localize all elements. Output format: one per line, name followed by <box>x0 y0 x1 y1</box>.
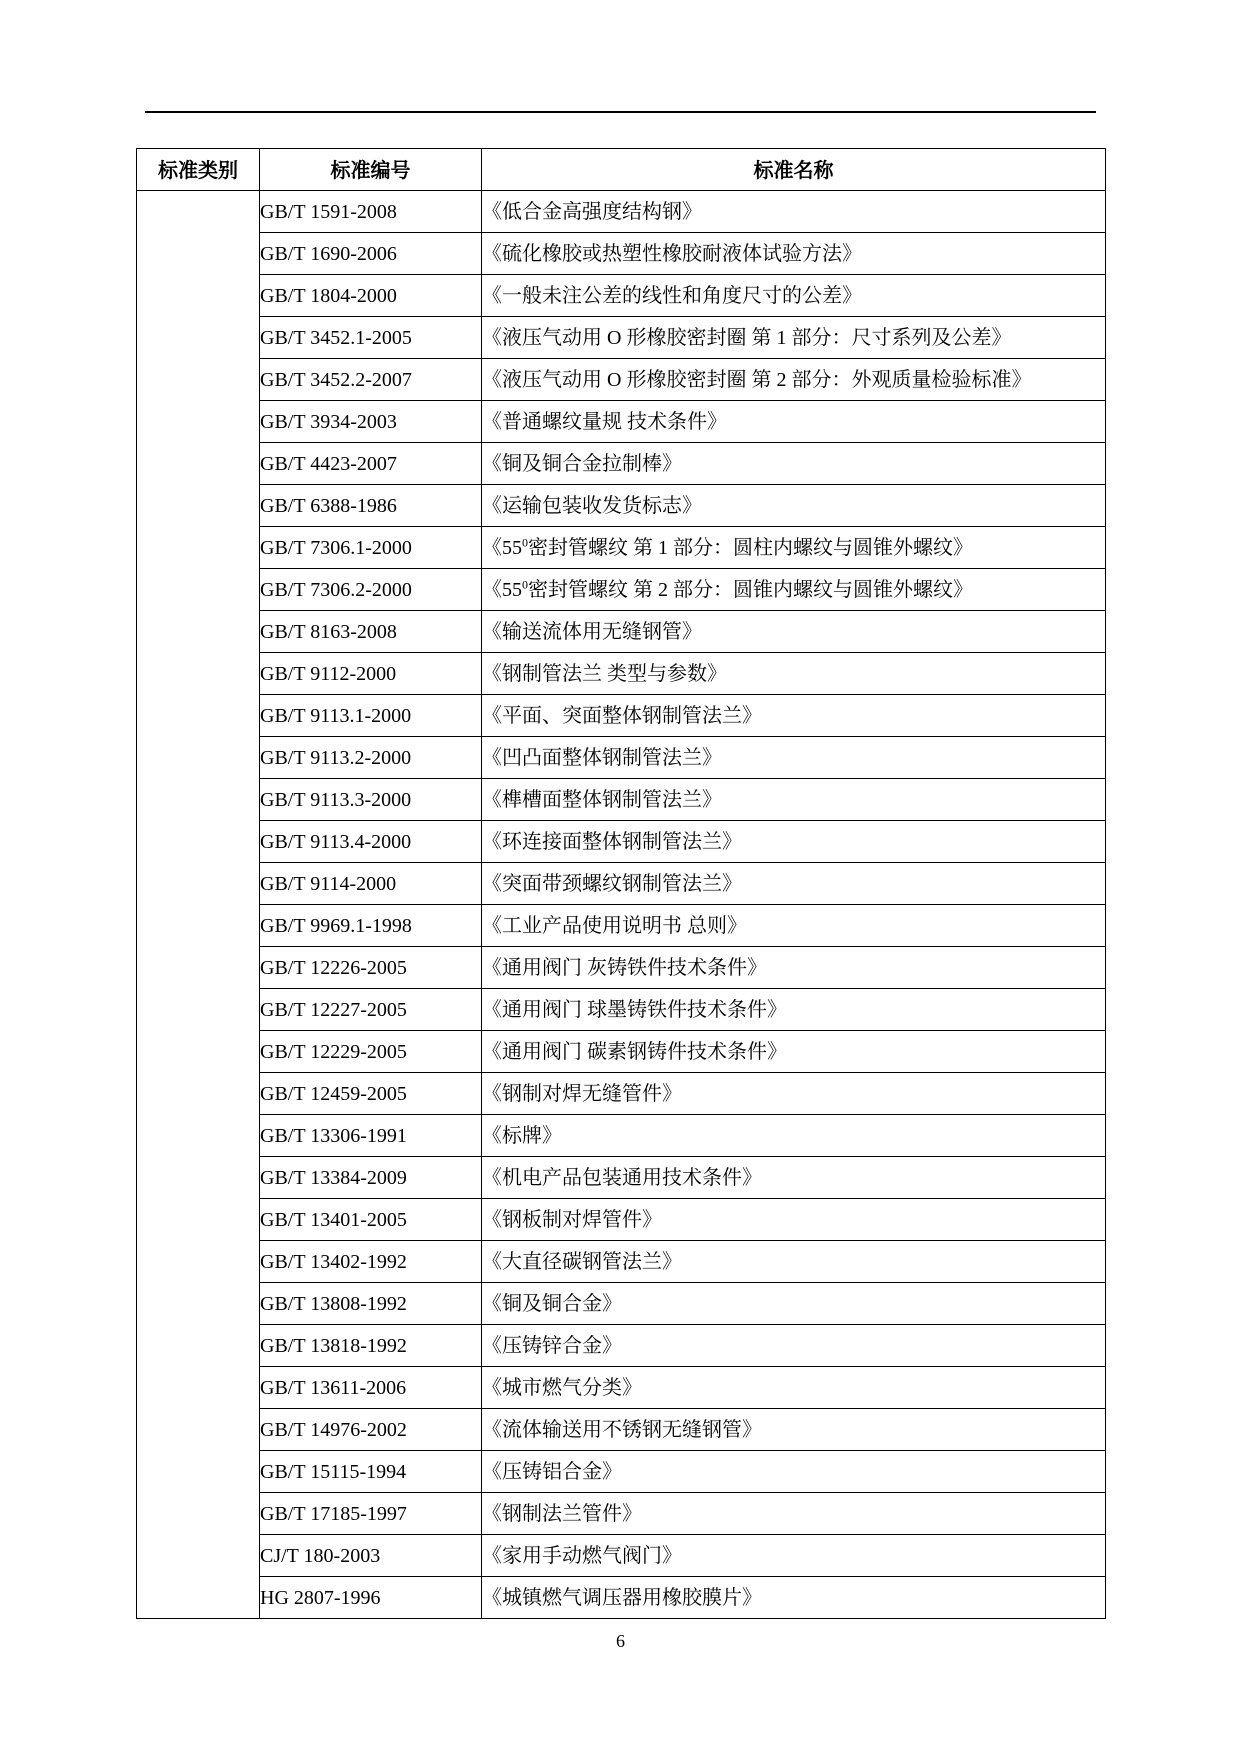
table-row <box>137 317 1106 359</box>
standard-code: GB/T 9112-2000 <box>260 653 482 695</box>
standard-name: 《大直径碳钢管法兰》 <box>482 1241 1106 1283</box>
standard-name: 《一般未注公差的线性和角度尺寸的公差》 <box>482 275 1106 317</box>
standard-name: 《通用阀门 灰铸铁件技术条件》 <box>482 947 1106 989</box>
header-category: 标准类别 <box>137 149 260 191</box>
table-row <box>137 233 1106 275</box>
standard-code: GB/T 4423-2007 <box>260 443 482 485</box>
table-row <box>137 275 1106 317</box>
standard-code: GB/T 13401-2005 <box>260 1199 482 1241</box>
standard-name: 《流体输送用不锈钢无缝钢管》 <box>482 1409 1106 1451</box>
standard-code: GB/T 12227-2005 <box>260 989 482 1031</box>
table-row <box>137 1451 1106 1493</box>
table-header-row <box>137 149 1106 191</box>
table-row <box>137 1283 1106 1325</box>
standard-code: GB/T 13611-2006 <box>260 1367 482 1409</box>
standard-code: GB/T 9113.3-2000 <box>260 779 482 821</box>
standard-code: GB/T 3452.2-2007 <box>260 359 482 401</box>
table-body <box>137 191 1106 1619</box>
standard-code: GB/T 12226-2005 <box>260 947 482 989</box>
standard-code: GB/T 17185-1997 <box>260 1493 482 1535</box>
standard-name: 《通用阀门 碳素钢铸件技术条件》 <box>482 1031 1106 1073</box>
table-row <box>137 905 1106 947</box>
table-row <box>137 989 1106 1031</box>
table-row <box>137 443 1106 485</box>
standard-name: 《压铸铝合金》 <box>482 1451 1106 1493</box>
table-row <box>137 1367 1106 1409</box>
standard-name-part: 《55 <box>482 578 522 601</box>
standard-name: 《榫槽面整体钢制管法兰》 <box>482 779 1106 821</box>
standard-name: 《压铸锌合金》 <box>482 1325 1106 1367</box>
standard-code: GB/T 8163-2008 <box>260 611 482 653</box>
standard-code: GB/T 6388-1986 <box>260 485 482 527</box>
standard-code: GB/T 7306.2-2000 <box>260 569 482 611</box>
standard-code: GB/T 13402-1992 <box>260 1241 482 1283</box>
standard-name: 《铜及铜合金拉制棒》 <box>482 443 1106 485</box>
header-code: 标准编号 <box>260 149 482 191</box>
standard-code: GB/T 7306.1-2000 <box>260 527 482 569</box>
header-rule <box>145 111 1096 113</box>
table-row <box>137 653 1106 695</box>
standard-name: 《通用阀门 球墨铸铁件技术条件》 <box>482 989 1106 1031</box>
header-name: 标准名称 <box>482 149 1106 191</box>
standard-name: 《突面带颈螺纹钢制管法兰》 <box>482 863 1106 905</box>
standard-name: 《钢制对焊无缝管件》 <box>482 1073 1106 1115</box>
standard-name: 《环连接面整体钢制管法兰》 <box>482 821 1106 863</box>
standard-code: GB/T 9113.1-2000 <box>260 695 482 737</box>
standard-name: 《液压气动用 O 形橡胶密封圈 第 1 部分：尺寸系列及公差》 <box>482 317 1106 359</box>
table-row <box>137 1031 1106 1073</box>
table-row <box>137 569 1106 611</box>
standard-code: GB/T 1690-2006 <box>260 233 482 275</box>
standard-name <box>482 527 1106 569</box>
table-row <box>137 1199 1106 1241</box>
table-row <box>137 737 1106 779</box>
standard-code: GB/T 9113.4-2000 <box>260 821 482 863</box>
standard-code: GB/T 9113.2-2000 <box>260 737 482 779</box>
standard-code: GB/T 13306-1991 <box>260 1115 482 1157</box>
table-row <box>137 1115 1106 1157</box>
standard-code: GB/T 12229-2005 <box>260 1031 482 1073</box>
standard-code: GB/T 12459-2005 <box>260 1073 482 1115</box>
degree-superscript: 0 <box>522 576 528 591</box>
standard-name: 《低合金高强度结构钢》 <box>482 191 1106 233</box>
standard-code: GB/T 3452.1-2005 <box>260 317 482 359</box>
standard-name: 《平面、突面整体钢制管法兰》 <box>482 695 1106 737</box>
table-row <box>137 527 1106 569</box>
standard-name <box>482 569 1106 611</box>
table-row <box>137 1325 1106 1367</box>
standard-code: GB/T 1591-2008 <box>260 191 482 233</box>
table-row <box>137 191 1106 233</box>
table-row <box>137 359 1106 401</box>
standard-code: GB/T 15115-1994 <box>260 1451 482 1493</box>
standard-name: 《运输包装收发货标志》 <box>482 485 1106 527</box>
standard-name: 《城市燃气分类》 <box>482 1367 1106 1409</box>
standard-name: 《标牌》 <box>482 1115 1106 1157</box>
table-row <box>137 779 1106 821</box>
standard-code: GB/T 13384-2009 <box>260 1157 482 1199</box>
page-number: 6 <box>616 1631 625 1651</box>
standard-name: 《工业产品使用说明书 总则》 <box>482 905 1106 947</box>
table-row <box>137 863 1106 905</box>
standard-name: 《凹凸面整体钢制管法兰》 <box>482 737 1106 779</box>
table-row <box>137 947 1106 989</box>
standard-name: 《钢制管法兰 类型与参数》 <box>482 653 1106 695</box>
standard-code: GB/T 9969.1-1998 <box>260 905 482 947</box>
standard-name-part: 《55 <box>482 536 522 559</box>
standard-name: 《普通螺纹量规 技术条件》 <box>482 401 1106 443</box>
standard-name-part: 密封管螺纹 第 1 部分：圆柱内螺纹与圆锥外螺纹》 <box>528 536 973 559</box>
standard-code: GB/T 13808-1992 <box>260 1283 482 1325</box>
table-row <box>137 1409 1106 1451</box>
table-row <box>137 1241 1106 1283</box>
table-row <box>137 1493 1106 1535</box>
standard-name-part: 密封管螺纹 第 2 部分：圆锥内螺纹与圆锥外螺纹》 <box>528 578 973 601</box>
standards-table <box>136 148 1106 1619</box>
degree-superscript: 0 <box>522 534 528 549</box>
standard-code: GB/T 9114-2000 <box>260 863 482 905</box>
standard-name: 《家用手动燃气阀门》 <box>482 1535 1106 1577</box>
table-row <box>137 1073 1106 1115</box>
standard-name: 《铜及铜合金》 <box>482 1283 1106 1325</box>
table-row <box>137 1535 1106 1577</box>
standard-code: HG 2807-1996 <box>260 1577 482 1619</box>
table-row <box>137 611 1106 653</box>
standard-name: 《钢板制对焊管件》 <box>482 1199 1106 1241</box>
table-row <box>137 1577 1106 1619</box>
table-row <box>137 695 1106 737</box>
table-row <box>137 821 1106 863</box>
standard-name: 《液压气动用 O 形橡胶密封圈 第 2 部分：外观质量检验标准》 <box>482 359 1106 401</box>
standard-name: 《机电产品包装通用技术条件》 <box>482 1157 1106 1199</box>
standard-code: GB/T 13818-1992 <box>260 1325 482 1367</box>
standard-name: 《城镇燃气调压器用橡胶膜片》 <box>482 1577 1106 1619</box>
standard-name: 《钢制法兰管件》 <box>482 1493 1106 1535</box>
standard-code: GB/T 14976-2002 <box>260 1409 482 1451</box>
standard-name: 《硫化橡胶或热塑性橡胶耐液体试验方法》 <box>482 233 1106 275</box>
category-cell <box>137 191 260 1619</box>
table-row <box>137 485 1106 527</box>
table-row <box>137 401 1106 443</box>
standard-code: GB/T 3934-2003 <box>260 401 482 443</box>
standard-name: 《输送流体用无缝钢管》 <box>482 611 1106 653</box>
table-row <box>137 1157 1106 1199</box>
standard-code: GB/T 1804-2000 <box>260 275 482 317</box>
standard-code: CJ/T 180-2003 <box>260 1535 482 1577</box>
